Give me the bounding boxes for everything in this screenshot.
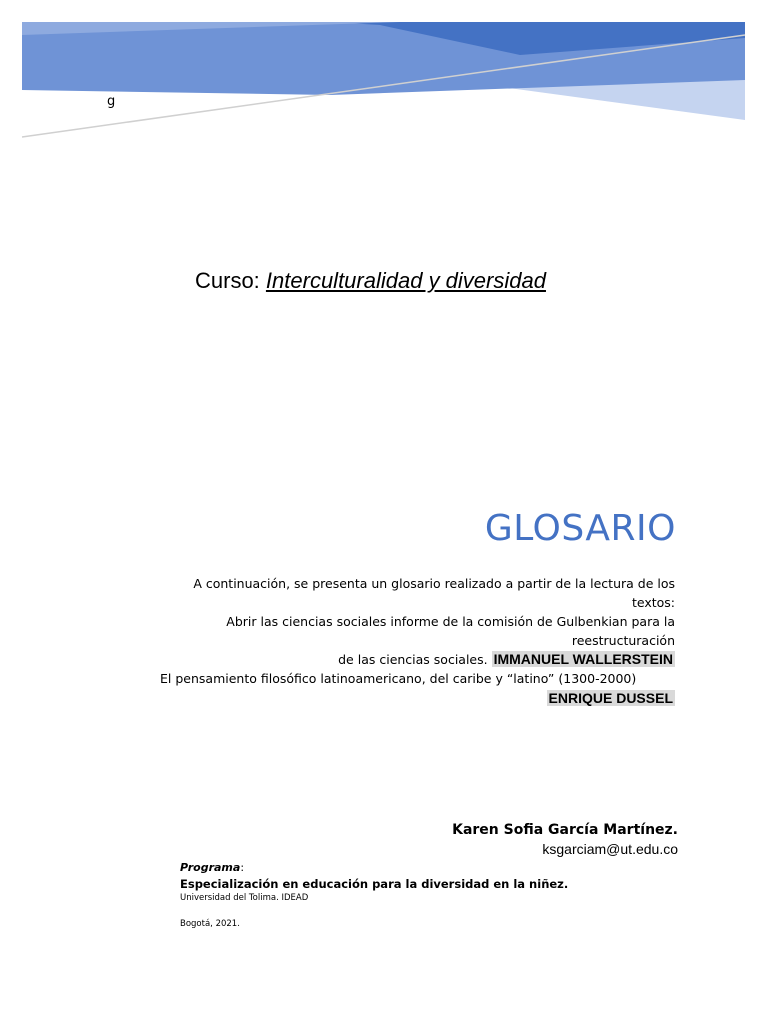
student-block xyxy=(452,822,678,857)
course-label: Curso: xyxy=(195,268,266,293)
program-label: Programa xyxy=(180,861,241,874)
course-heading xyxy=(195,268,546,294)
intro-line-2: Abrir las ciencias sociales informe de la comisión de Gulbenkian para la reestructuración xyxy=(226,614,675,648)
page-title: GLOSARIO xyxy=(484,508,676,549)
course-value: Interculturalidad y diversidad xyxy=(265,268,546,293)
intro-line-1: A continuación, se presenta un glosario realizado a partir de la lectura de los textos: xyxy=(193,576,675,610)
place-date: Bogotá, 2021. xyxy=(180,919,240,929)
university-name: Universidad del Tolima. IDEAD xyxy=(180,893,309,903)
intro-paragraph xyxy=(160,574,675,708)
intro-line-3 xyxy=(160,650,675,669)
student-email: ksgarciam@ut.edu.co xyxy=(542,841,678,857)
student-name: Karen Sofia García Martínez. xyxy=(452,822,678,838)
header-banner xyxy=(0,0,768,150)
program-label-line xyxy=(180,856,568,875)
stray-character: g xyxy=(107,94,116,109)
intro-line-4: El pensamiento filosófico latinoamericano, del caribe y “latino” (1300-2000) xyxy=(160,671,637,686)
intro-line-3-text: de las ciencias sociales. xyxy=(338,652,488,667)
author-wallerstein: IMMANUEL WALLERSTEIN xyxy=(493,651,673,667)
program-name: Especialización en educación para la diversidad en la niñez. xyxy=(180,877,569,891)
author-dussel: ENRIQUE DUSSEL xyxy=(548,690,673,706)
program-block xyxy=(180,856,568,929)
intro-line-5 xyxy=(160,689,675,708)
program-label-suffix: : xyxy=(240,861,245,874)
